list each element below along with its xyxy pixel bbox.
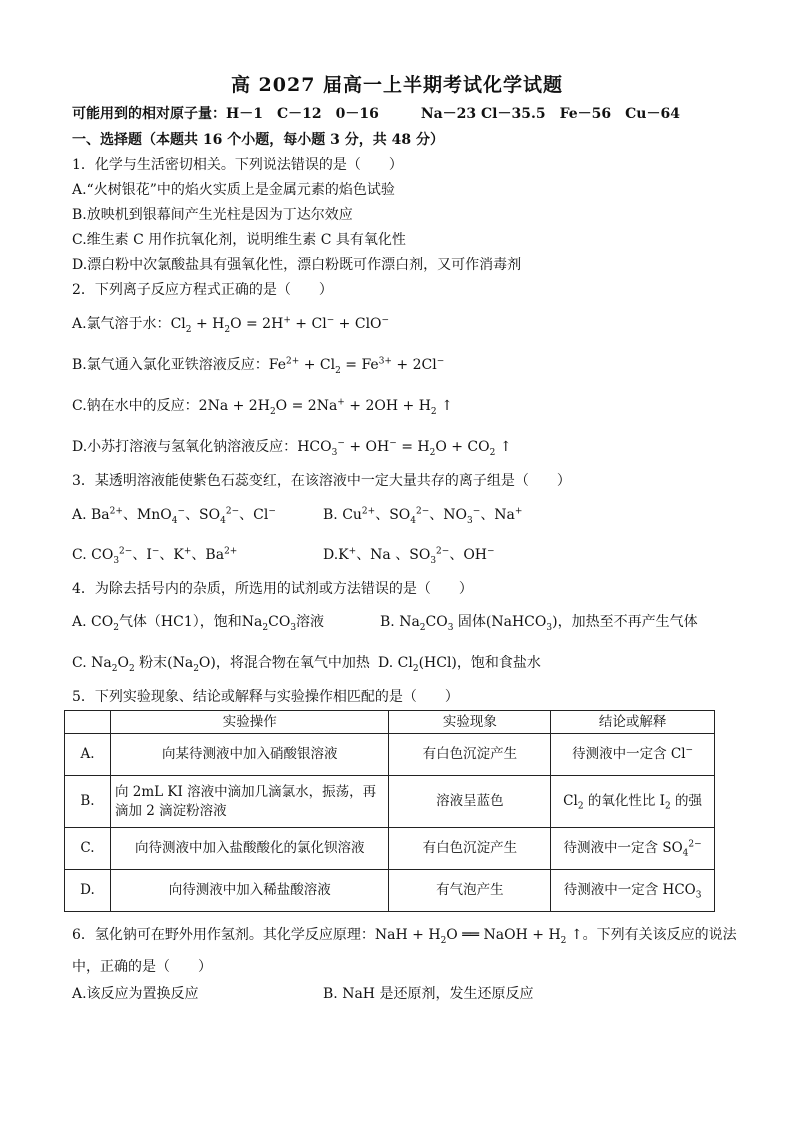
q6-stem-line2: 中，正确的是（ ）: [72, 959, 212, 975]
q4-option-b-text: ，加热至不再产生气体: [557, 614, 698, 630]
q4-option-d-text: ，饱和食盐水: [456, 655, 541, 671]
table-header-operation: 实验操作: [110, 711, 389, 734]
row-label: A.: [65, 734, 111, 776]
q2-option-a-label: A.氯气溶于水：: [72, 316, 171, 332]
table-header-phenomenon: 实验现象: [389, 711, 551, 734]
q2-option-d-equation: $HCO_3^- + OH^- = H_2O + CO_2$ ↑: [297, 438, 512, 458]
table-row: [65, 776, 715, 828]
q4-option-d: D. $Cl_2(HCl)$，饱和食盐水: [378, 655, 541, 674]
q2-stem: 2．下列离子反应方程式正确的是（ ）: [72, 282, 333, 298]
row-operation-line2: 滴加 2 滴淀粉溶液: [114, 802, 227, 819]
table-header-blank: [65, 711, 111, 734]
q4-option-a-text: 气体（HC1），饱和: [118, 614, 242, 630]
q2-option-a: [72, 314, 389, 334]
q1-option-c: C.维生素 C 用作抗氧化剂，说明维生素 C 具有氧化性: [72, 232, 406, 248]
row-conclusion: 待测液中一定含 $SO_4^{2-}$: [551, 828, 715, 870]
q6-option-b: B. NaH 是还原剂，发生还原反应: [323, 986, 534, 1002]
q3-option-b: B. $Cu^{2+}$、$SO_4^{2-}$、$NO_3^-$、Na+: [323, 506, 523, 526]
row-conclusion: 待测液中一定含 $HCO_3$: [551, 870, 715, 912]
row-label: C.: [65, 828, 111, 870]
q4-stem: 4．为除去括号内的杂质，所选用的试剂或方法错误的是（ ）: [72, 581, 473, 597]
table-row: [65, 828, 715, 870]
row-conclusion-text: 待测液中一定含: [572, 746, 667, 762]
table-header-row: [65, 711, 715, 734]
q2-option-a-equation: $Cl_2 + H_2O = 2H^+ + Cl^- + ClO^-$: [170, 315, 390, 335]
row-phenomenon: 有气泡产生: [389, 870, 551, 912]
q1-stem: 1．化学与生活密切相关。下列说法错误的是（ ）: [72, 157, 403, 173]
exam-title: 高 2027 届高一上半期考试化学试题: [230, 74, 564, 96]
q1-option-d: D.漂白粉中次氯酸盐具有强氧化性，漂白粉既可作漂白剂，又可作消毒剂: [72, 257, 522, 273]
section-heading-choice: 一、选择题（本题共 16 个小题，每小题 3 分，共 48 分）: [72, 132, 444, 148]
table-row: [65, 734, 715, 776]
q2-option-c-label: C.钠在水中的反应：: [72, 398, 199, 414]
q2-option-b-equation: $Fe^{2+} + Cl_2 = Fe^{3+} + 2Cl^-$: [268, 356, 445, 376]
row-phenomenon: 有白色沉淀产生: [389, 734, 551, 776]
q4-option-a-text2: 溶液: [296, 614, 325, 630]
q2-option-b-label: B.氯气通入氯化亚铁溶液反应：: [72, 357, 269, 373]
q4-option-a: A. $CO_2$气体（HC1），饱和$Na_2CO_3$溶液: [72, 614, 325, 633]
row-operation: 向某待测液中加入硝酸银溶液: [110, 734, 389, 776]
q5-stem: 5．下列实验现象、结论或解释与实验操作相匹配的是（ ）: [72, 689, 459, 705]
row-conclusion-text2: 的强: [675, 793, 703, 809]
q4-option-c: C. $Na_2O_2$ 粉末$(Na_2O)$，将混合物在氧气中加热: [72, 655, 370, 674]
q2-option-d: [72, 437, 512, 457]
q2-option-d-label: D.小苏打溶液与氢氧化钠溶液反应：: [72, 439, 298, 455]
q3-option-c: C. $CO_3^{2-}$、I−、K+、$Ba^{2+}$: [72, 546, 238, 566]
row-phenomenon: 有白色沉淀产生: [389, 828, 551, 870]
q6-option-a: A.该反应为置换反应: [72, 986, 199, 1002]
q4-option-b: B. $Na_2CO_3$ 固体(NaHCO$_3$)，加热至不再产生气体: [380, 614, 698, 633]
table-header-conclusion: 结论或解释: [551, 711, 715, 734]
q3-option-a: A. $Ba^{2+}$、MnO$_4$−、$SO_4^{2-}$、Cl−: [72, 506, 276, 526]
row-conclusion-text: 待测液中一定含: [563, 840, 659, 856]
table-row: [65, 870, 715, 912]
atomic-masses-line: 可能用到的相对原子量：H－1 C－12 0－16 Na－23 Cl－35.5 Fe－56 Cu－64: [72, 106, 680, 122]
q4-option-c-text: ，将混合物在氧气中加热: [215, 655, 370, 671]
row-operation: [110, 776, 389, 828]
q1-option-a: A.“火树银花”中的焰火实质上是金属元素的焰色试验: [72, 182, 395, 198]
q6-stem-text: 6．氢化钠可在野外用作氢剂。其化学反应原理：: [72, 927, 375, 943]
row-phenomenon: 溶液呈蓝色: [389, 776, 551, 828]
q2-option-c: [72, 396, 453, 416]
row-operation-line1: 向 2mL KI 溶液中滴加几滴氯水，振荡，再: [114, 783, 377, 800]
q1-option-b: B.放映机到银幕间产生光柱是因为丁达尔效应: [72, 207, 353, 223]
row-operation: 向待测液中加入稀盐酸溶液: [110, 870, 389, 912]
row-conclusion-text: 待测液中一定含: [563, 882, 659, 898]
row-conclusion-text: 的氧化性比: [587, 793, 656, 809]
row-label: B.: [65, 776, 111, 828]
row-conclusion: 待测液中一定含 Cl−: [551, 734, 715, 776]
row-operation: 向待测液中加入盐酸酸化的氯化钡溶液: [110, 828, 389, 870]
row-label: D.: [65, 870, 111, 912]
q3-option-d: D.K+、Na 、$SO_3^{2-}$、OH−: [323, 546, 495, 566]
q2-option-b: [72, 355, 444, 375]
q3-stem: 3．某透明溶液能使紫色石蕊变红，在该溶液中一定大量共存的离子组是（ ）: [72, 473, 571, 489]
q6-stem-line1: 6．氢化钠可在野外用作氢剂。其化学反应原理：NaH + $H_2O$ ══ NaOH + $H_2$ ↑。下列有关该反应的说法: [72, 927, 737, 946]
experiment-table: [64, 710, 715, 912]
q6-stem-tail: 。下列有关该反应的说法: [582, 927, 737, 943]
q2-option-c-equation: $2Na + 2H_2O = 2Na^+ + 2OH + H_2$ ↑: [198, 397, 453, 417]
row-conclusion: $Cl_2$ 的氧化性比 $I_2$ 的强: [551, 776, 715, 828]
